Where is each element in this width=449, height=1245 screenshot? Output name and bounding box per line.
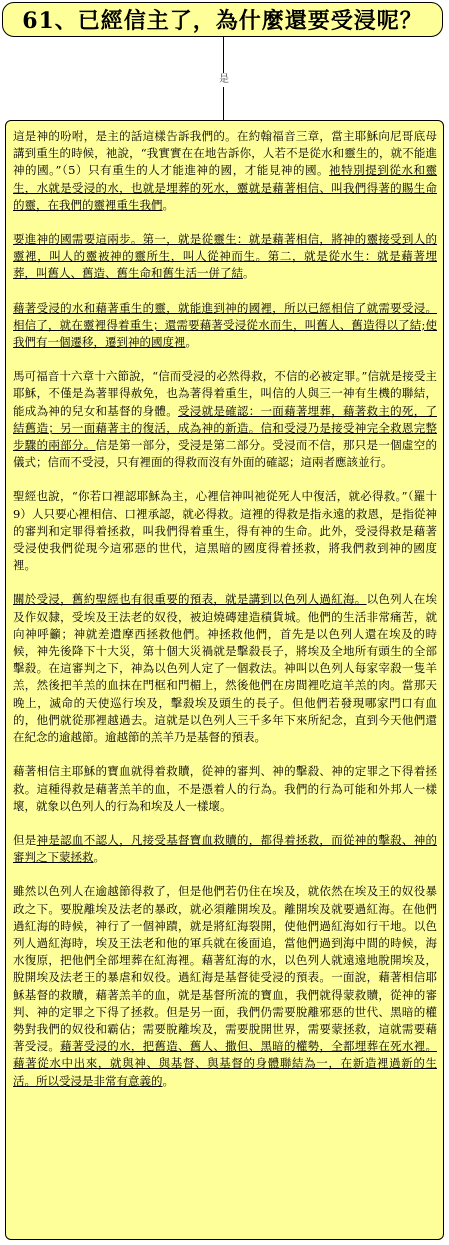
answer-paragraph (13, 368, 437, 471)
underlined-text: 要進神的國需要這兩步。第一，就是從靈生：就是藉著相信，將神的靈接受到人的靈裡，叫人的靈被神的靈所生，叫人從神而生。第二，就是從水生：就是藉著埋葬，叫舊人、舊造、舊生命和舊生活一併了結 (13, 232, 437, 281)
paragraph-text: 這是神的吩咐，是主的話這樣告訴我們的。在約翰福音三章，當主耶穌向尼哥底母講到重生的時候，祂說，“我實實在在地告訴你，人若不是從水和靈生的，就不能進神的國。”（5）只有重生的人才能進神的國，才能見神的國。 (13, 129, 437, 178)
answer-paragraph (13, 231, 437, 283)
paragraph-text: 。 (243, 266, 255, 281)
paragraph-text: 。 (185, 335, 197, 350)
answer-paragraph (13, 300, 437, 352)
paragraph-text: 馬可福音十六章十六節說，“信而受浸的必然得救，不信的必被定罪。”信就是接受主耶穌，不僅是為著罪得赦免，也為著得着重生，叫信的人與三一神有生機的聯結，能成為神的兒女和基督的身體。 (13, 369, 437, 418)
underlined-text: 神是認血不認人，凡接受基督寶血救贖的，都得着拯救，而從神的擊殺、神的審判之下蒙拯救 (13, 832, 438, 865)
paragraph-text: 。 (162, 197, 174, 212)
edge-label: 是 (216, 73, 232, 87)
paragraph-text: 。 (162, 1073, 174, 1088)
underlined-text: 受浸就是確認：一面藉著埋葬，藉著救主的死，了結舊造；另一面藉著主的復活，成為神的新造。信和受浸乃是接受神完全救恩完整步驟的兩部分。 (13, 403, 437, 453)
paragraph-text: 以色列人在埃及作奴隸，受埃及王法老的奴役，被迫燒磚建造積貨城。他們的生活非常痛苦，就向神呼籲；神就差遣摩西拯救他們。神拯救他們，首先是以色列人還在埃及的時候，神先後降下十大災，第十個大災禍就是擊殺長子，將埃及全地所有頭生的全部擊殺。在這審判之下，神為以色列人定了一個救法。神叫以色列人每家宰殺一隻羊羔，然後把羊羔的血抹在門框和門楣上，然後他們在房間裡吃這羊羔的肉。當那天晚上，滅命的天使巡行埃及，擊殺埃及頭生的長子。但他們若發現哪家門口有血的，他們就從那裡越過去。這就是以色列人三千多年下來所紀念，直到今天他們還在紀念的逾越節。逾越節的羔羊乃是基督的預表。 (13, 592, 438, 745)
paragraph-text: 但是 (13, 832, 37, 847)
paragraph-text: 。 (93, 850, 105, 865)
paragraph-text: 藉著相信主耶穌的寶血就得着救贖，從神的審判、神的擊殺、神的定罪之下得着拯救。這種得救是藉著羔羊的血，不是憑着人的行為。我們的行為可能和外邦人一樣壞，就象以色列人的行為和埃及人一樣壞。 (13, 764, 437, 813)
answer-paragraph (13, 128, 437, 214)
paragraph-text: 雖然以色列人在逾越節得救了，但是他們若仍住在埃及，就依然在埃及王的奴役暴政之下。要脫離埃及法老的暴政，就必須離開埃及。離開埃及就要過紅海。在他們過紅海的時候，神行了一個神蹟，就是將紅海裂開，使他們過紅海如行干地。以色列人過紅海時，埃及王法老和他的軍兵就在後面追，當他們過到海中間的時候，海水復原，把他們全部埋葬在紅海裡。藉著紅海的水，以色列人就遠遠地脫開埃及，脫開埃及法老王的暴虐和奴役。過紅海是基督徒受浸的預表。一面說，藉著相信耶穌基督的救贖，藉著羔羊的血，就是基督所流的寶血，我們就得蒙救贖，從神的審判、神的定罪之下得了拯救。但是另一面，我們仍需要脫離邪惡的世代、黑暗的權勢對我們的奴役和霸佔；需要脫離埃及，需要脫開世界，需要蒙拯救，這就需要藉著受浸。 (13, 884, 437, 1054)
answer-paragraph (13, 832, 437, 866)
answer-box (5, 120, 444, 1240)
underlined-text: 祂特別提到從水和靈生，水就是受浸的水，也就是埋葬的死水，靈就是藉著相信、叫我們得著的賜生命的靈，在我們的靈裡重生我們 (13, 163, 437, 212)
underlined-text: 藉著受浸的水和藉著重生的靈，就能進到神的國裡，所以已經相信了就需要受浸。相信了，就在靈裡得着重生；還需要藉著受浸從水而生，叫舊人、舊造得以了結;使我們有一個遷移，遷到神的國度裡 (13, 300, 437, 350)
answer-paragraph (13, 488, 437, 574)
question-box (2, 2, 443, 37)
underlined-text: 關於受浸，舊約聖經也有很重要的預表，就是講到以色列人過紅海。 (13, 592, 367, 607)
answer-paragraph (13, 763, 437, 815)
underlined-text: 藉著受浸的水，把舊造、舊人、撒但、黑暗的權勢，全都埋葬在死水裡。藉著從水中出來，就與神、與基督、與基督的身體聯結為一，在新造裡過新的生活。所以受浸是非常有意義的 (13, 1039, 438, 1088)
paragraph-text: 信是第一部分，受浸是第二部分。受浸而不信，那只是一個虛空的儀式；信而不受浸，只有裡面的得救而沒有外面的確認；這兩者應該並行。 (13, 438, 437, 470)
paragraph-text: 聖經也說，“你若口裡認耶穌為主，心裡信神叫祂從死人中復活，就必得救。”（羅十9）人只要心裡相信、口裡承認，就必得救。這裡的得救是指永遠的救恩，是指從神的審判和定罪得着拯救，叫我們得着重生，得有神的生命。此外，受浸得救是藉著受浸使我們從現今這邪惡的世代，這黑暗的國度得着拯救，將我們救到神的國度裡。 (13, 489, 437, 573)
answer-paragraph (13, 591, 437, 746)
answer-paragraph (13, 883, 437, 1089)
question-text: 61、已經信主了，為什麼還要受浸呢？ (22, 8, 423, 34)
